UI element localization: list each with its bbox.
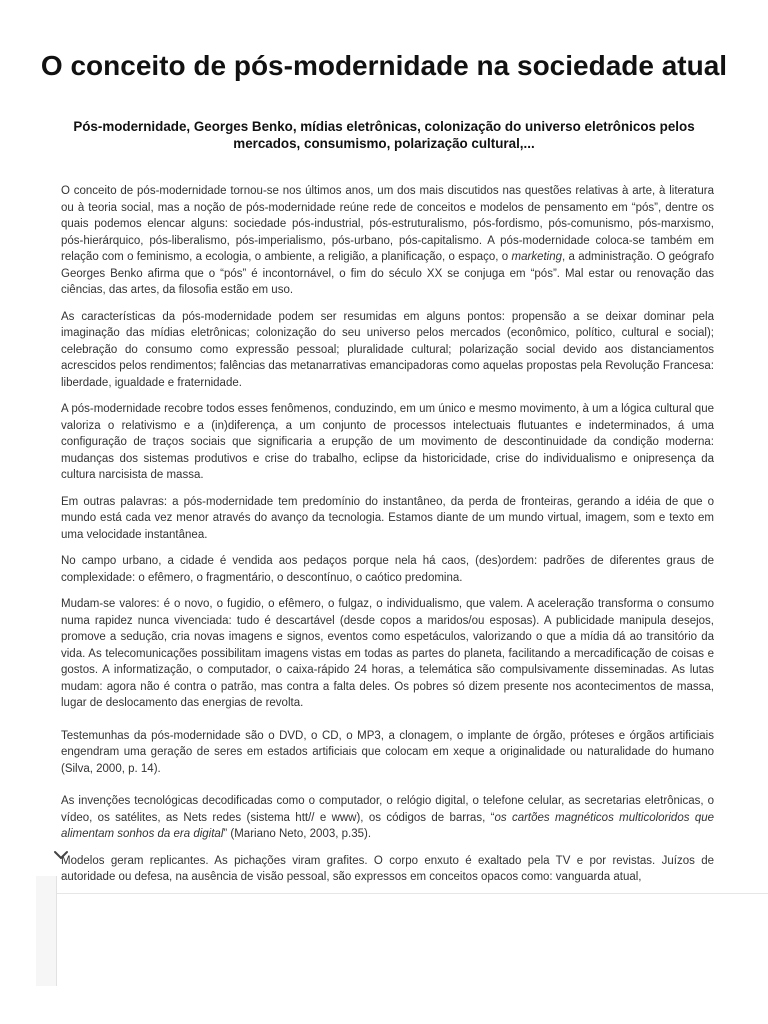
article-body: [61, 183, 714, 896]
paragraph-1: O conceito de pós-modernidade tornou-se nos últimos anos, um dos mais discutidos nas questões relativas à arte, à literatura ou à teoria social, mas a noção de pós-modernidade reúne rede de conceitos e modelos de pensamento em “pós”, dentre os quais podemos elencar alguns: sociedade pós-industrial, pós-estruturalismo, pós-fordismo, pós-comunismo, pós-marxismo, pós-hierárquico, pós-liberalismo, pós-imperialismo, pós-urbano, pós-capitalismo. A pós-modernidade coloca-se também em relação com o feminismo, a ecologia, o ambiente, a religião, a planificação, o espaço, o marketing, a administração. O geógrafo Georges Benko afirma que o “pós” é incontornável, o fim do século XX se conjuga em “pós”. Mal estar ou renovação das ciências, das artes, da filosofia estão em uso.: [61, 185, 715, 296]
paragraph-8: As invenções tecnológicas decodificadas como o computador, o relógio digital, o telefone celular, as secretarias eletrônicas, o vídeo, os satélites, as Nets redes (sistema htt// e www), os códigos de barras, “os cartões magnéticos multicoloridos que alimentam sonhos da era digital” (Mariano Neto, 2003, p.35).: [61, 795, 715, 840]
side-panel-tab[interactable]: [36, 876, 57, 986]
chevron-down-icon[interactable]: [52, 846, 70, 864]
page-title: O conceito de pós-modernidade na sociedade atual: [40, 50, 728, 81]
page-subtitle: Pós-modernidade, Georges Benko, mídias eletrônicas, colonização do universo eletrônicos pelos mercados, consumismo, polarização cultural,...: [73, 119, 695, 151]
paragraph-2: As características da pós-modernidade podem ser resumidas em alguns pontos: propensão a se deixar dominar pela imaginação das mídias eletrônicas; colonização do seu universo pelos mercados (econômico, político, cultural e social); celebração do consumo como expressão pessoal; pluralidade cultural; polarização social devido aos distanciamentos acrescidos pelos rendimentos; falências das metanarrativas emancipadoras como aquelas propostas pela Revolução Francesa: liberdade, igualdade e fraternidade.: [61, 310, 714, 389]
paragraph-4: Em outras palavras: a pós-modernidade tem predomínio do instantâneo, da perda de fronteiras, gerando a idéia de que o mundo está cada vez menor através do avanço da tecnologia. Estamos diante de um mundo virtual, imagem, som e texto em uma velocidade instantânea.: [61, 495, 714, 541]
fade-divider: [36, 893, 768, 894]
paragraph-7: Testemunhas da pós-modernidade são o DVD, o CD, o MP3, a clonagem, o implante de órgão, próteses e órgãos artificiais engendram uma geração de seres em estados artificiais que colocam em xeque a originalidade ou naturalidade do humano (Silva, 2000, p. 14).: [61, 729, 714, 775]
paragraph-5: No campo urbano, a cidade é vendida aos pedaços porque nela há caos, (des)ordem: padrões de diferentes graus de complexidade: o efêmero, o fragmentário, o descontínuo, o caótico predomina.: [61, 555, 714, 584]
content-fade-overlay: [36, 893, 768, 1024]
paragraph-9: Modelos geram replicantes. As pichações viram grafites. O corpo enxuto é exaltado pela TV e por revistas. Juízos de autoridade ou defesa, na ausência de visão pessoal, são expressos em conceitos opacos como: vanguarda atual,: [61, 854, 714, 883]
paragraph-6: Mudam-se valores: é o novo, o fugidio, o efêmero, o fulgaz, o individualismo, que valem. A aceleração transforma o consumo numa rapidez nunca vivenciada: tudo é descartável (desde copos a maridos/ou esposas). A publicidade manipula desejos, promove a sedução, cria novas imagens e signos, eventos como espetáculos, valorizando o que a mídia dá ao transitório da vida. As telecomunicações possibilitam imagens vistas em todas as partes do planeta, facilitando a mercadificação de coisas e gostos. A informatização, o computador, o caixa-rápido 24 horas, a telemática são compulsivamente disseminadas. As lutas mudam: agora não é contra o patrão, mas contra a falta deles. Os pobres só dizem presente nos acontecimentos de massa, lugar de deslocamento das energias de revolta.: [61, 598, 714, 709]
paragraph-3: A pós-modernidade recobre todos esses fenômenos, conduzindo, em um único e mesmo movimento, à um a lógica cultural que valoriza o relativismo e a (in)diferença, a um conjunto de processos intelectuais flutuantes e indeterminados, á uma configuração de traços sociais que significaria a erupção de um movimento de descontinuidade da condição moderna: mudanças dos sistemas produtivos e crise do trabalho, eclipse da historicidade, crise do individualismo e onipresença da cultura narcisista de massa.: [61, 403, 714, 481]
